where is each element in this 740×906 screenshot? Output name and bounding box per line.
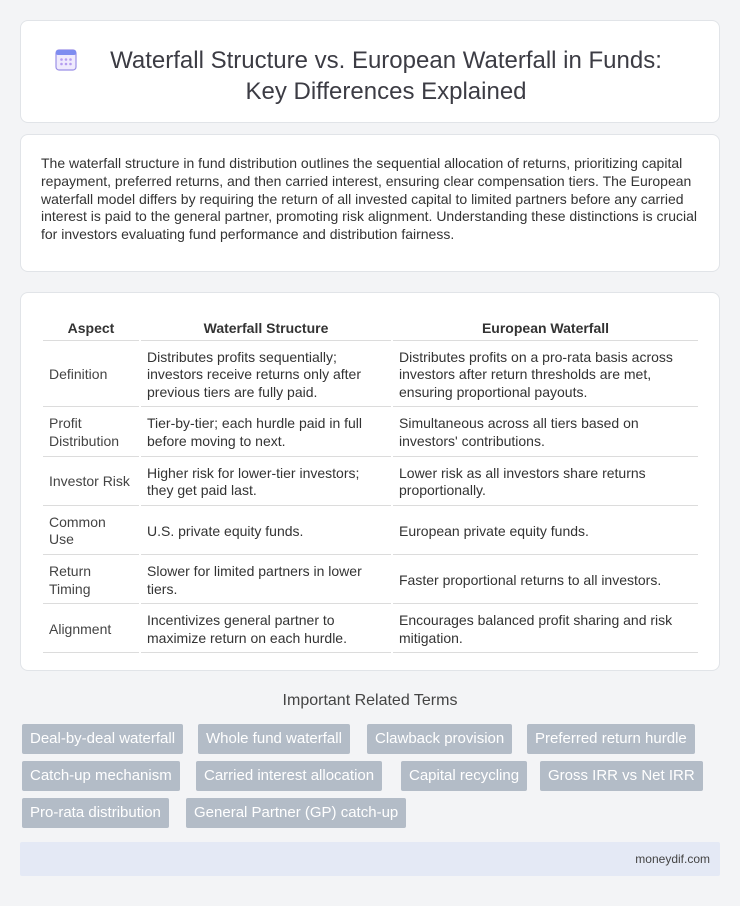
title-row bbox=[21, 45, 721, 107]
tag-gross-irr-vs-net-irr[interactable]: Gross IRR vs Net IRR bbox=[540, 761, 703, 791]
title-card bbox=[20, 20, 720, 123]
table-header-row bbox=[43, 315, 698, 341]
calendar-icon bbox=[53, 47, 79, 73]
tag-carried-interest-allocation[interactable]: Carried interest allocation bbox=[196, 761, 382, 791]
table-row bbox=[43, 343, 698, 408]
row-european-waterfall: Encourages balanced profit sharing and risk mitigation. bbox=[393, 606, 698, 653]
row-european-waterfall: European private equity funds. bbox=[393, 508, 698, 555]
row-waterfall-structure: U.S. private equity funds. bbox=[141, 508, 391, 555]
tag-gp-catch-up[interactable]: General Partner (GP) catch-up bbox=[186, 798, 406, 828]
row-european-waterfall: Distributes profits on a pro-rata basis across investors after return thresholds are met, ensuring proportional payouts. bbox=[393, 343, 698, 408]
row-waterfall-structure: Tier-by-tier; each hurdle paid in full before moving to next. bbox=[141, 409, 391, 456]
row-waterfall-structure: Higher risk for lower-tier investors; they get paid last. bbox=[141, 459, 391, 506]
tag-capital-recycling[interactable]: Capital recycling bbox=[401, 761, 527, 791]
row-waterfall-structure: Distributes profits sequentially; investors receive returns only after previous tiers are fully paid. bbox=[141, 343, 391, 408]
header-aspect: Aspect bbox=[43, 315, 139, 341]
row-waterfall-structure: Slower for limited partners in lower tiers. bbox=[141, 557, 391, 604]
table-row bbox=[43, 606, 698, 653]
footer bbox=[20, 842, 720, 876]
table-row bbox=[43, 557, 698, 604]
tag-preferred-return-hurdle[interactable]: Preferred return hurdle bbox=[527, 724, 695, 754]
table-row bbox=[43, 508, 698, 555]
tag-clawback-provision[interactable]: Clawback provision bbox=[367, 724, 512, 754]
row-european-waterfall: Lower risk as all investors share returns proportionally. bbox=[393, 459, 698, 506]
table-row bbox=[43, 409, 698, 456]
header-european-waterfall: European Waterfall bbox=[393, 315, 698, 341]
page-title: Waterfall Structure vs. European Waterfall in Funds: Key Differences Explained bbox=[110, 47, 662, 105]
tag-whole-fund-waterfall[interactable]: Whole fund waterfall bbox=[198, 724, 350, 754]
intro-card bbox=[20, 134, 720, 272]
related-terms-heading: Important Related Terms bbox=[282, 692, 458, 709]
row-aspect: Common Use bbox=[43, 508, 139, 555]
row-aspect: Definition bbox=[43, 343, 139, 408]
tag-pro-rata-distribution[interactable]: Pro-rata distribution bbox=[22, 798, 169, 828]
footer-site-link[interactable]: moneydif.com bbox=[635, 852, 710, 866]
row-aspect: Alignment bbox=[43, 606, 139, 653]
row-aspect: Profit Distribution bbox=[43, 409, 139, 456]
row-aspect: Investor Risk bbox=[43, 459, 139, 506]
tag-deal-by-deal-waterfall[interactable]: Deal-by-deal waterfall bbox=[22, 724, 183, 754]
comparison-card bbox=[20, 292, 720, 671]
table-row bbox=[43, 459, 698, 506]
header-waterfall-structure: Waterfall Structure bbox=[141, 315, 391, 341]
row-european-waterfall: Simultaneous across all tiers based on investors' contributions. bbox=[393, 409, 698, 456]
row-waterfall-structure: Incentivizes general partner to maximize return on each hurdle. bbox=[141, 606, 391, 653]
intro-paragraph: The waterfall structure in fund distribution outlines the sequential allocation of returns, prioritizing capital repayment, preferred returns, and then carried interest, ensuring clear compensation tiers. The European waterfall model differs by requiring the return of all invested capital to limited partners before any carried interest is paid to the general partner, promoting risk alignment. Understanding these distinctions is crucial for investors evaluating fund performance and distribution fairness. bbox=[41, 155, 698, 243]
row-aspect: Return Timing bbox=[43, 557, 139, 604]
tag-catch-up-mechanism[interactable]: Catch-up mechanism bbox=[22, 761, 180, 791]
comparison-table bbox=[41, 313, 700, 655]
row-european-waterfall: Faster proportional returns to all investors. bbox=[393, 557, 698, 604]
